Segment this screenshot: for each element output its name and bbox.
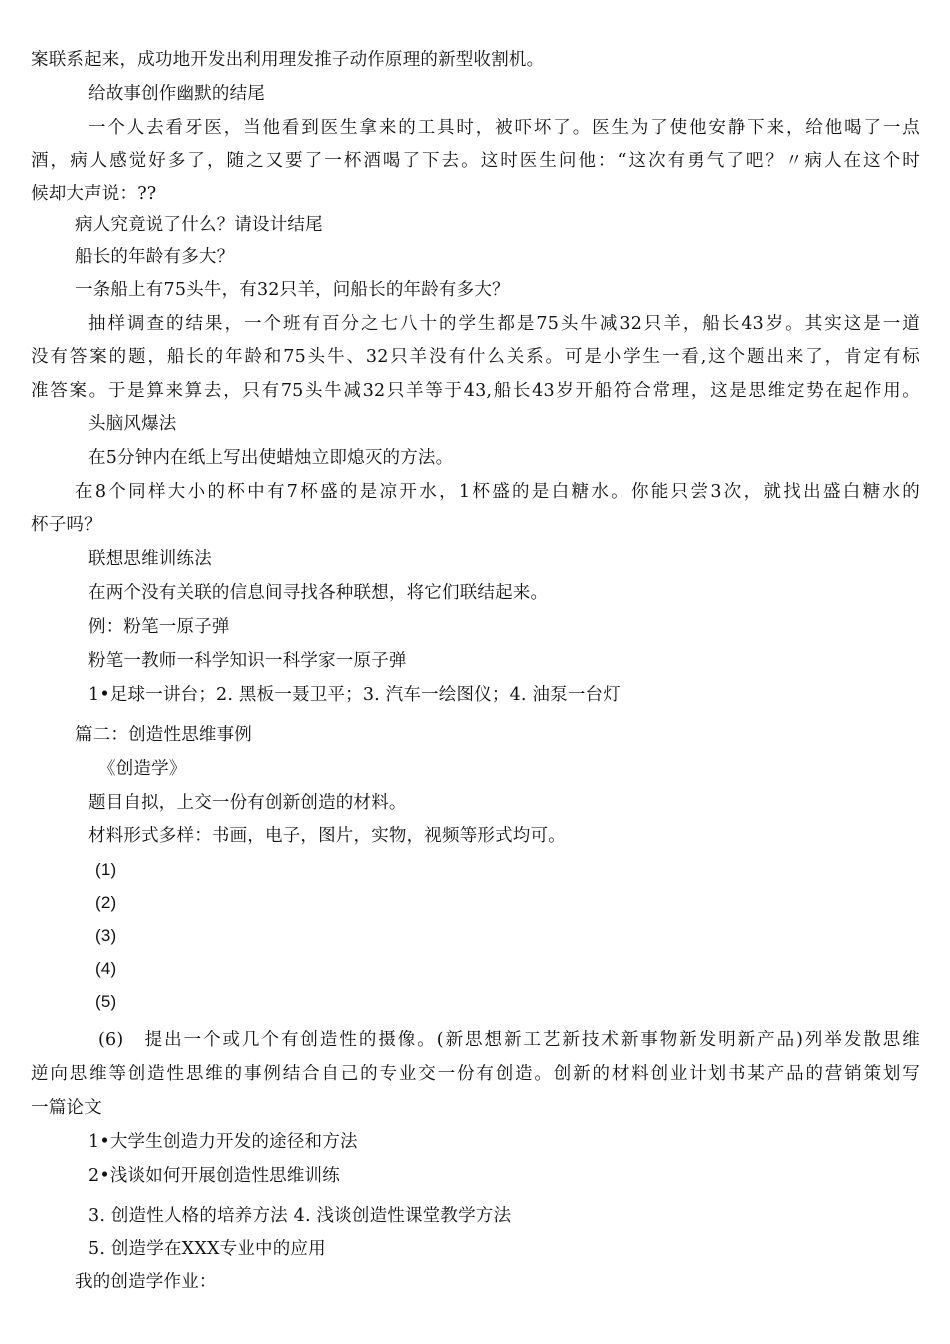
text-line-23: 题目自拟，上交一份有创新创造的材料。: [88, 793, 407, 813]
homework-heading: 我的创造学作业：: [75, 1272, 217, 1292]
text-line-24: 材料形式多样：书画，电子，图片，实物，视频等形式均可。: [88, 826, 566, 846]
section-heading-association: 联想思维训练法: [88, 549, 212, 569]
list-marker-3: (3): [95, 926, 117, 945]
text-line-17: 在两个没有关联的信息间寻找各种联想，将它们联结起来。: [88, 583, 549, 603]
topic-item-5: 5. 创造学在XXX专业中的应用: [88, 1239, 326, 1259]
text-line-11: 准答案。于是算来算去，只有75头牛减32只羊等于43,船长43岁开船符合常理，这是思维定势在起作用。: [31, 381, 920, 401]
part-two-heading: 篇二：创造性思维事例: [75, 725, 252, 745]
text-line-30: (6) 提出一个或几个有创造性的摄像。(新思想新工艺新技术新事物新发明新产品)列举发散思维: [98, 1030, 920, 1050]
list-marker-1: (1): [95, 860, 117, 879]
text-line-32: 一篇论文: [31, 1098, 102, 1118]
text-line-10: 没有答案的题，船长的年龄和75头牛、32只羊没有什么关系。可是小学生一看,这个题出来了，肯定有标: [31, 347, 920, 367]
list-marker-5: (5): [95, 992, 117, 1011]
text-line-18: 例：粉笔一原子弹: [88, 617, 230, 637]
section-heading-brainstorm: 头脑风爆法: [88, 414, 177, 434]
text-line-31: 逆向思维等创造性思维的事例结合自己的专业交一份有创造。创新的材料创业计划书某产品的营销策划写: [31, 1064, 920, 1084]
list-marker-4: (4): [95, 959, 117, 978]
text-line-1: 案联系起来，成功地开发出利用理发推子动作原理的新型收割机。: [31, 50, 545, 70]
text-line-8: 一条船上有75头牛，有32只羊，问船长的年龄有多大？: [75, 280, 510, 300]
text-line-3: 一个人去看牙医，当他看到医生拿来的工具时，被吓坏了。医生为了使他安静下来，给他喝了一点: [88, 118, 920, 138]
topic-item-3-4: 3. 创造性人格的培养方法 4. 浅谈创造性课堂教学方法: [88, 1206, 512, 1226]
text-line-15: 杯子吗？: [31, 515, 102, 535]
text-line-9: 抽样调查的结果，一个班有百分之七八十的学生都是75头牛减32只羊，船长43岁。其实这是一道: [88, 314, 920, 334]
text-line-6: 病人究竟说了什么？请设计结尾: [75, 215, 323, 235]
course-title: 《创造学》: [98, 759, 187, 779]
text-line-19: 粉笔一教师一科学知识一科学家一原子弹: [88, 651, 407, 671]
topic-item-2: 2•浅谈如何开展创造性思维训练: [88, 1166, 340, 1186]
section-heading-humor-ending: 给故事创作幽默的结尾: [88, 84, 265, 104]
text-line-14: 在8个同样大小的杯中有7杯盛的是凉开水，1杯盛的是白糖水。你能只尝3次，就找出盛白糖水的: [75, 482, 920, 502]
list-marker-2: (2): [95, 893, 117, 912]
topic-item-1: 1•大学生创造力开发的途径和方法: [88, 1132, 358, 1152]
text-line-5: 候却大声说：??: [31, 184, 157, 204]
text-line-20: 1•足球一讲台；2. 黑板一聂卫平；3. 汽车一绘图仪；4. 油泵一台灯: [88, 685, 621, 705]
text-line-13: 在5分钟内在纸上写出使蜡烛立即熄灭的方法。: [88, 448, 454, 468]
section-heading-captain-age: 船长的年龄有多大？: [75, 247, 235, 267]
text-line-4: 酒，病人感觉好多了，随之又要了一杯酒喝了下去。这时医生问他：“这次有勇气了吧？〃病人在这个时: [31, 151, 920, 171]
